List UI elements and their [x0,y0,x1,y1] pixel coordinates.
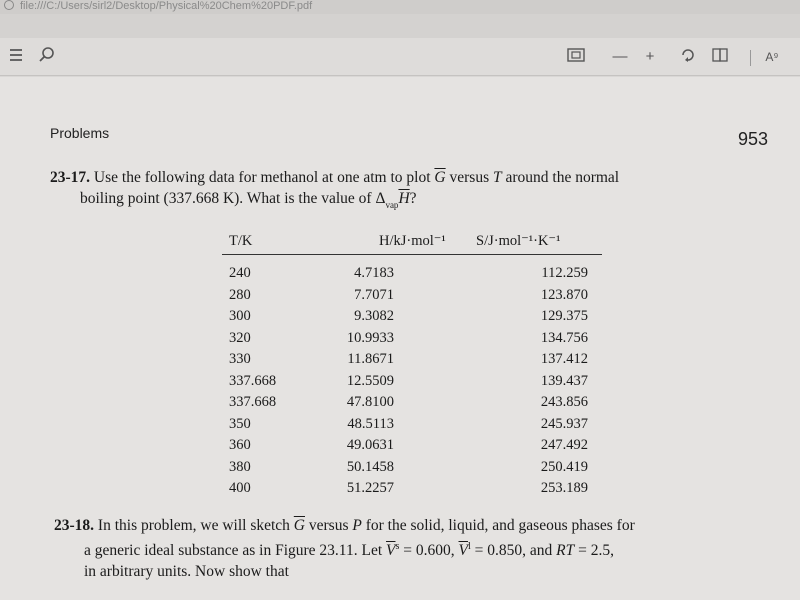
problem-17-line1: 23-17. Use the following data for methanol at one atm to plot $\overline{G}$ versus T around the normal [50,169,620,186]
fit-page-icon[interactable] [566,46,586,68]
page-number: 953 [738,129,769,149]
pdf-page [0,77,800,600]
table-cell: 123.870 [540,286,588,303]
table-cell: 7.7071 [354,286,394,303]
table-cell: 48.5113 [347,415,394,432]
table-cell: 300 [229,308,251,325]
table-cell: 337.668 [229,372,277,389]
pdf-toolbar [0,38,800,76]
problem-18-line3: in arbitrary units. Now show that [84,563,289,581]
table-body [222,255,602,500]
table-cell: 350 [229,415,251,432]
table-cell: 280 [229,286,251,303]
methanol-data-table [222,229,602,500]
problem-18-line1: 23-18. In this problem, we will sketch $\overline{G}$ versus P for the solid, liquid, and gaseous phases for [54,517,635,534]
table-row [222,328,602,350]
toolbar-divider [750,50,751,66]
two-page-icon[interactable] [710,46,730,68]
table-row [222,435,602,457]
rotate-icon[interactable] [678,46,698,68]
table-cell: 250.419 [540,458,588,475]
table-cell: 129.375 [540,308,588,325]
table-cell: 320 [229,329,251,346]
table-row [222,349,602,371]
table-cell: 50.1458 [346,458,394,475]
table-cell: 240 [229,265,251,282]
search-icon[interactable] [36,46,58,68]
table-cell: 330 [229,351,251,368]
column-header: H/kJ·mol⁻¹ [379,233,446,249]
table-row [222,478,602,500]
url-text: file:///C:/Users/sirl2/Desktop/Physical%20Chem%20PDF.pdf [20,0,313,12]
table-cell: 4.7183 [354,265,394,282]
problem-17-line2: boiling point (337.668 K). What is the value of $\Delta_{vap}\overline{H}$? [80,190,417,210]
table-cell: 9.3082 [354,308,394,325]
table-cell: 337.668 [229,394,277,411]
table-cell: 139.437 [540,372,588,389]
table-cell: 137.412 [540,351,588,368]
column-header: T/K [229,233,253,249]
problem-number: 23-17. [50,169,91,186]
table-cell: 247.492 [540,437,588,454]
problem-number: 23-18. [54,517,95,534]
table-cell: 112.259 [541,265,588,282]
table-cell: 245.937 [540,415,588,432]
address-bar[interactable] [0,0,800,14]
table-row [222,263,602,285]
table-cell: 12.5509 [346,372,394,389]
read-aloud-button[interactable]: A⁹ [765,50,779,64]
globe-icon [4,0,14,10]
table-cell: 47.8100 [346,394,394,411]
table-row [222,371,602,393]
table-cell: 11.8671 [347,351,394,368]
table-cell: 134.756 [540,329,588,346]
problem-18-line2: a generic ideal substance as in Figure 23.11. Let $\overline{V}^s = 0.600$, $\overline{V}^l = 0.850$, and RT = 2.5, [84,541,614,560]
table-cell: 380 [229,458,251,475]
table-cell: 400 [229,480,251,497]
table-cell: 360 [229,437,251,454]
browser-chrome [0,14,800,38]
table-cell: 243.856 [540,394,588,411]
table-row [222,457,602,479]
table-row [222,392,602,414]
page-header: Problems [50,125,110,141]
table-cell: 10.9933 [346,329,394,346]
hamburger-icon[interactable] [6,46,26,68]
column-header: S/J·mol⁻¹·K⁻¹ [476,233,561,249]
problem-23-18 [54,515,734,582]
zoom-out-button[interactable]: — [612,48,628,65]
problem-23-17 [50,167,710,216]
table-cell: 51.2257 [346,480,394,497]
table-cell: 253.189 [540,480,588,497]
table-row [222,285,602,307]
table-header [222,229,602,255]
zoom-in-button[interactable]: + [645,48,655,65]
table-row [222,414,602,436]
table-cell: 49.0631 [346,437,394,454]
table-row [222,306,602,328]
